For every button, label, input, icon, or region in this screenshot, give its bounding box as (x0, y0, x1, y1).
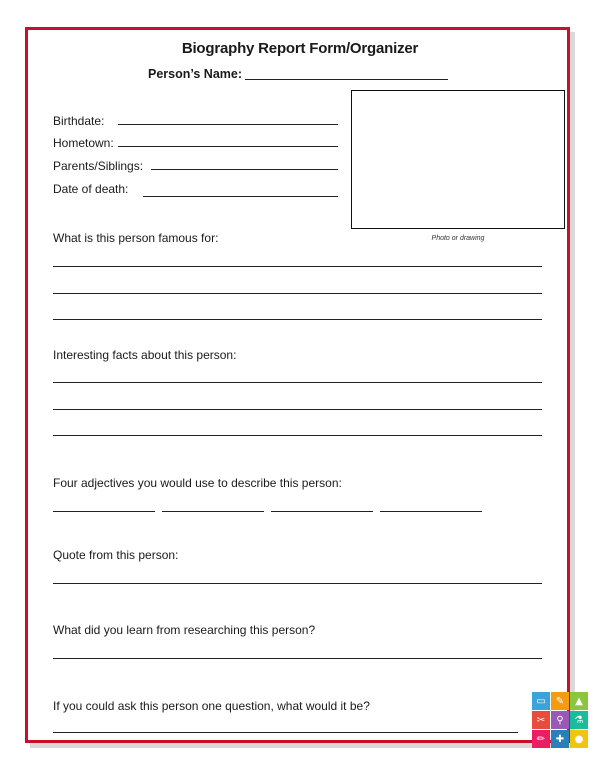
four-adjectives-label: Four adjectives you would use to describe this person: (53, 476, 342, 490)
flask-icon: ⚗ (570, 711, 588, 729)
monitor-icon: ▭ (532, 692, 550, 710)
interesting-facts-line-2[interactable] (53, 409, 542, 410)
graduation-cap-icon: ▲ (570, 692, 588, 710)
famous-for-label: What is this person famous for: (53, 231, 219, 245)
learned-label: What did you learn from researching this person? (53, 623, 316, 637)
interesting-facts-label: Interesting facts about this person: (53, 348, 237, 362)
photo-box[interactable] (351, 90, 565, 229)
famous-for-line-1[interactable] (53, 266, 542, 267)
magnifier-icon: ⚲ (551, 711, 569, 729)
form-title: Biography Report Form/Organizer (181, 40, 419, 57)
hometown-label: Hometown: (53, 136, 114, 150)
one-question-label: If you could ask this person one question, what would it be? (53, 699, 370, 713)
date-of-death-label: Date of death: (53, 182, 129, 196)
pencil-icon: ✏ (532, 730, 550, 748)
famous-for-line-2[interactable] (53, 293, 542, 294)
date-of-death-line[interactable] (143, 196, 338, 197)
adjective-line-2[interactable] (162, 511, 264, 512)
photo-caption: Photo or drawing (431, 235, 485, 242)
persons-name-label: Person’s Name: (148, 67, 243, 81)
birthdate-label: Birthdate: (53, 114, 105, 128)
birthdate-line[interactable] (118, 124, 338, 125)
parents-siblings-label: Parents/Siblings: (53, 159, 144, 173)
scissors-icon: ✂ (532, 711, 550, 729)
adjective-line-3[interactable] (271, 511, 373, 512)
interesting-facts-line-1[interactable] (53, 382, 542, 383)
interesting-facts-line-3[interactable] (53, 435, 542, 436)
learned-line[interactable] (53, 658, 542, 659)
persons-name-line[interactable] (245, 79, 448, 80)
palette-icon: ✎ (551, 692, 569, 710)
puzzle-icon: ✚ (551, 730, 569, 748)
famous-for-line-3[interactable] (53, 319, 542, 320)
hometown-line[interactable] (118, 146, 338, 147)
quote-line[interactable] (53, 583, 542, 584)
adjective-line-1[interactable] (53, 511, 155, 512)
one-question-line[interactable] (53, 732, 518, 733)
publisher-logo (532, 692, 588, 748)
quote-label: Quote from this person: (53, 548, 179, 562)
parents-siblings-line[interactable] (151, 169, 338, 170)
adjective-line-4[interactable] (380, 511, 482, 512)
paint-icon: ● (570, 730, 588, 748)
